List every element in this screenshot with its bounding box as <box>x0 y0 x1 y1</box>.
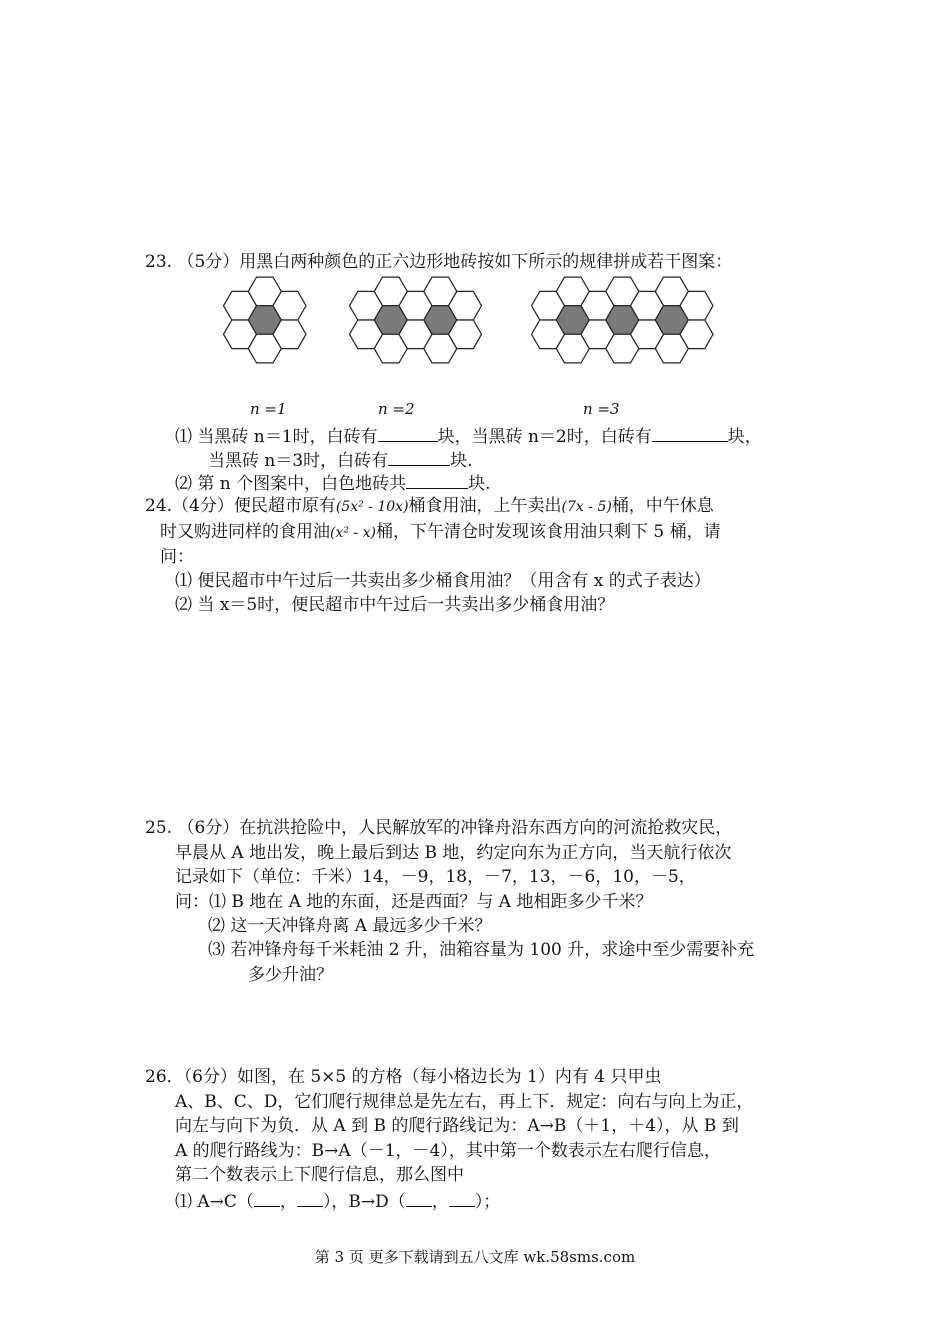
q25-line1: 25. （6分）在抗洪抢险中，人民解放军的冲锋舟沿东西方向的河流抢救灾民， <box>145 818 733 838</box>
q24-line2 <box>160 520 721 545</box>
q24-line1 <box>145 494 714 519</box>
q25-part3-cont: 多少升油？ <box>248 965 333 985</box>
q24-part2: ⑵ 当 x＝5时，便民超市中午过后一共卖出多少桶食用油？ <box>175 595 615 615</box>
q26-line4: A 的爬行路线为：B→A（－1，－4），其中第一个数表示左右爬行信息， <box>175 1141 721 1161</box>
q24-expression-1: (5x² - 10x) <box>335 499 409 515</box>
q26-part1-text-e: ）； <box>474 1192 501 1212</box>
q23-part2-text-b: 块. <box>468 474 491 494</box>
q26-part1-text-b: ， <box>279 1192 297 1212</box>
q23-part2-text-a: ⑵ 第 n 个图案中，白色地砖共 <box>175 474 407 494</box>
q25-part1: 问：⑴ B 地在 A 地的东面，还是西面？与 A 地相距多少千米？ <box>175 892 653 912</box>
q26-line5: 第二个数表示上下爬行信息，那么图中 <box>175 1165 464 1185</box>
q24-line3: 问： <box>160 547 194 567</box>
q24-expression-2: (7x - 5) <box>561 499 612 515</box>
q26-line2: A、B、C、D，它们爬行规律总是先左右，再上下．规定：向右与向上为正， <box>175 1092 754 1112</box>
q24-text-2a: 时又购进同样的食用油 <box>160 522 330 542</box>
q24-text-1b: 桶食用油，上午卖出 <box>408 496 562 516</box>
q23-part2 <box>175 470 491 496</box>
pattern-label-n3: n =3 <box>583 400 620 418</box>
q23-part1-text-a: ⑴ 当黑砖 n＝1时，白砖有 <box>175 427 378 447</box>
answer-blank-n3[interactable] <box>388 447 450 466</box>
pattern-label-n1: n =1 <box>250 400 287 418</box>
q25-part3: ⑶ 若冲锋舟每千米耗油 2 升，油箱容量为 100 升，求途中至少需要补充 <box>208 940 755 960</box>
q24-part1: ⑴ 便民超市中午过后一共卖出多少桶食用油？（用含有 x 的式子表达） <box>175 571 711 591</box>
q26-part1 <box>175 1188 500 1214</box>
q23-part1-text-b: 块，当黑砖 n＝2时，白砖有 <box>437 427 652 447</box>
q24-text-1c: 桶，中午休息 <box>611 496 714 516</box>
answer-blank-general[interactable] <box>406 470 468 489</box>
q26-part1-text-d: ， <box>431 1192 449 1212</box>
q23-part1-text-d: 当黑砖 n＝3时，白砖有 <box>208 451 389 471</box>
q23-part1-line1 <box>175 423 762 449</box>
answer-blank-bd-x[interactable] <box>406 1188 432 1207</box>
answer-blank-n1[interactable] <box>378 423 438 442</box>
answer-blank-n2[interactable] <box>652 423 728 442</box>
q26-line1: 26．（6分）如图，在 5×5 的方格（每小格边长为 1）内有 4 只甲虫 <box>145 1067 662 1087</box>
answer-blank-ac-x[interactable] <box>254 1188 280 1207</box>
q26-part1-text-c: ），B→D（ <box>322 1192 406 1212</box>
answer-blank-bd-y[interactable] <box>449 1188 475 1207</box>
q23-part1-text-c: 块， <box>727 427 762 447</box>
q24-expression-3: (x² - x) <box>330 525 376 541</box>
q25-line3: 记录如下（单位：千米）14，－9，18，－7，13，－6，10，－5， <box>175 867 696 887</box>
q23-heading: 23. （5分）用黑白两种颜色的正六边形地砖按如下所示的规律拼成若干图案： <box>145 252 733 272</box>
q25-line2: 早晨从 A 地出发，晚上最后到达 B 地，约定向东为正方向，当天航行依次 <box>175 843 732 863</box>
q23-part1-text-e: 块. <box>450 451 473 471</box>
q26-line3: 向左与向下为负．从 A 到 B 的爬行路线记为：A→B（＋1，＋4），从 B 到 <box>175 1116 739 1136</box>
pattern-label-n2: n =2 <box>378 400 415 418</box>
q25-part2: ⑵ 这一天冲锋舟离 A 最远多少千米？ <box>208 916 492 936</box>
answer-blank-ac-y[interactable] <box>297 1188 323 1207</box>
hexagon-tiling-figure <box>0 0 950 420</box>
q24-text-2b: 桶，下午清仓时发现该食用油只剩下 5 桶，请 <box>375 522 721 542</box>
page-footer: 第 3 页 更多下载请到五八文库 wk.58sms.com <box>314 1248 636 1266</box>
q26-part1-text-a: ⑴ A→C（ <box>175 1192 254 1212</box>
q24-text-1a: 24.（4分）便民超市原有 <box>145 496 336 516</box>
